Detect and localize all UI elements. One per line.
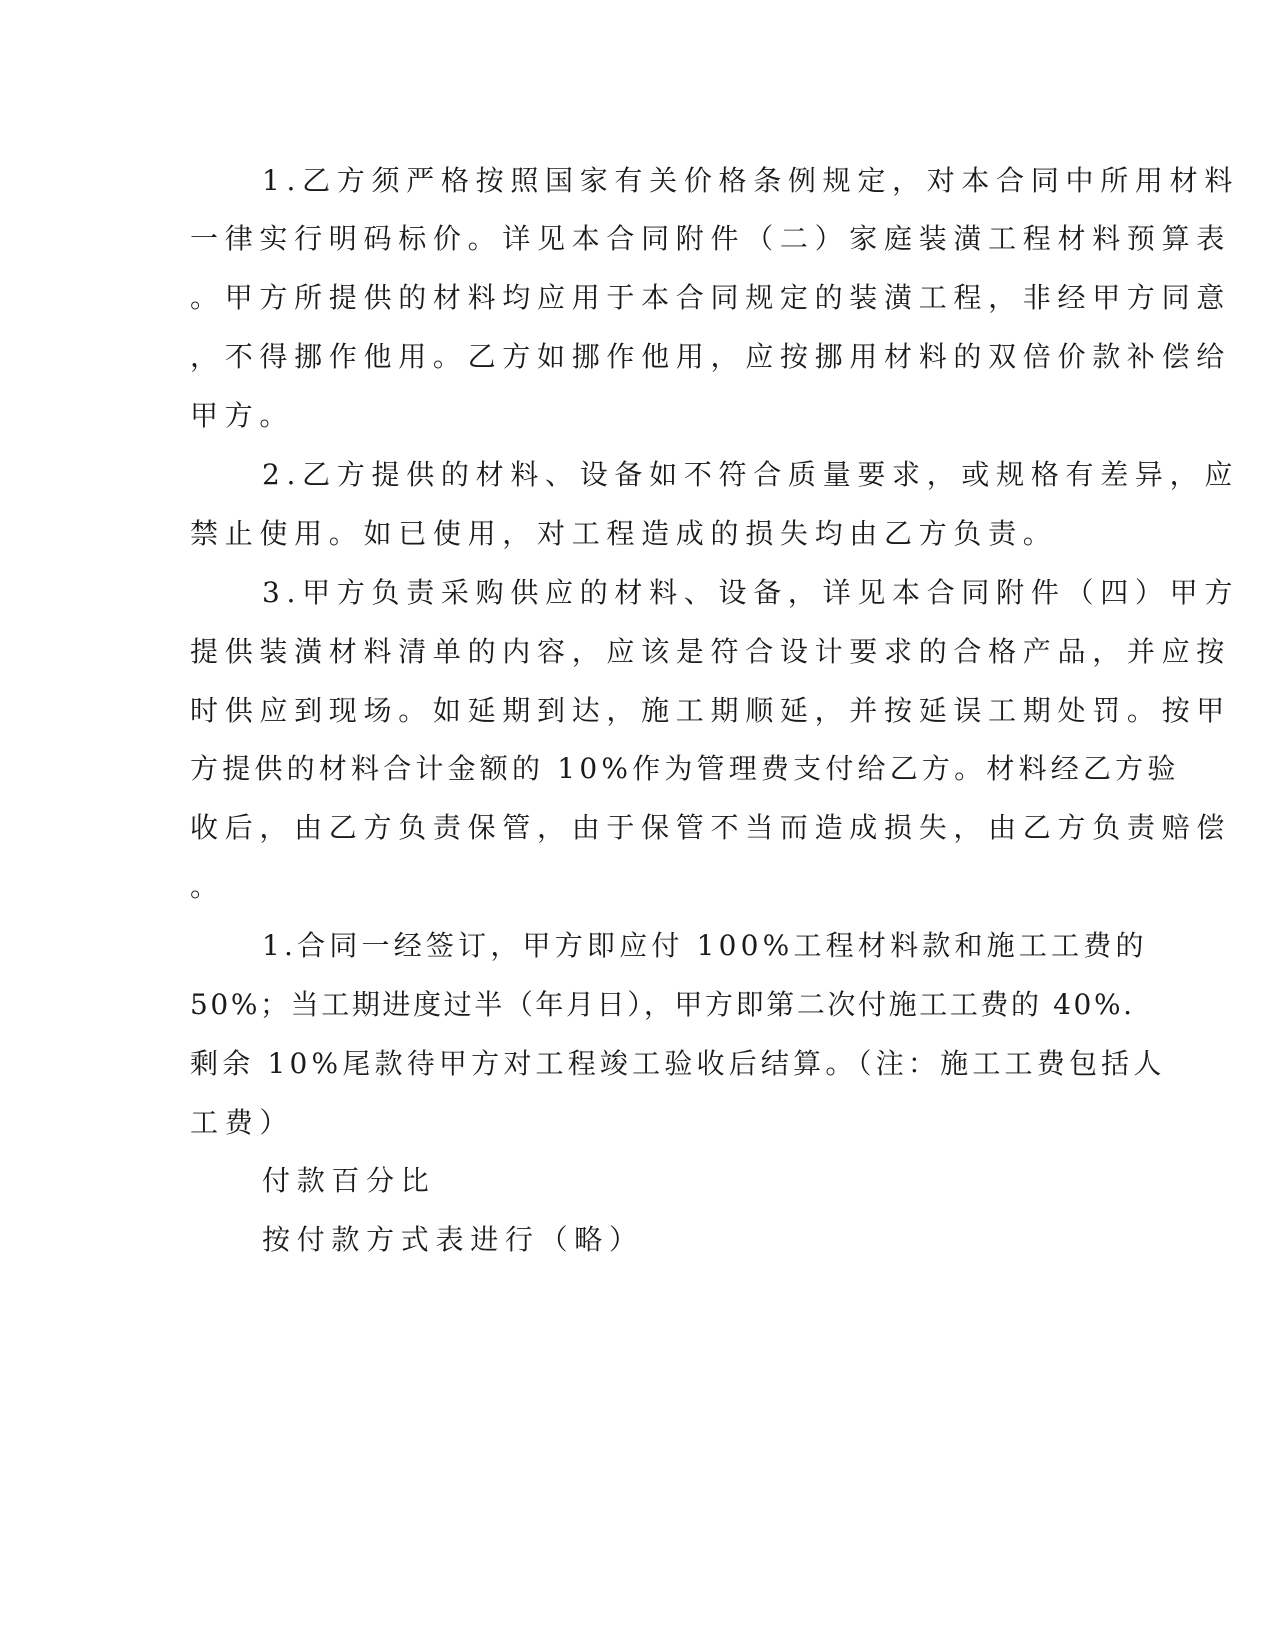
text-line: 提供装潢材料清单的内容，应该是符合设计要求的合格产品，并应按: [190, 635, 1232, 668]
text-line: 50%；当工期进度过半（年月日），甲方即第二次付施工工费的 40%.: [190, 988, 1135, 1021]
text-line: 按付款方式表进行（略）: [262, 1223, 644, 1256]
text-line: 一律实行明码标价。详见本合同附件（二）家庭装潢工程材料预算表: [190, 222, 1232, 255]
text-line: 。: [190, 870, 225, 903]
text-line: 。甲方所提供的材料均应用于本合同规定的装潢工程，非经甲方同意: [190, 281, 1232, 314]
text-line: 1.乙方须严格按照国家有关价格条例规定，对本合同中所用材料: [262, 164, 1240, 197]
text-line: 禁止使用。如已使用，对工程造成的损失均由乙方负责。: [190, 517, 1058, 550]
text-line: ，不得挪作他用。乙方如挪作他用，应按挪用材料的双倍价款补偿给: [190, 340, 1232, 373]
text-line: 时供应到现场。如延期到达，施工期顺延，并按延误工期处罚。按甲: [190, 694, 1232, 727]
text-line: 付款百分比: [262, 1164, 436, 1197]
text-line: 工费）: [190, 1106, 295, 1139]
text-line: 2.乙方提供的材料、设备如不符合质量要求，或规格有差异，应: [262, 458, 1240, 491]
text-line: 3.甲方负责采购供应的材料、设备，详见本合同附件（四）甲方: [262, 576, 1240, 609]
text-line: 剩余 10%尾款待甲方对工程竣工验收后结算。（注：施工工费包括人: [190, 1047, 1166, 1080]
text-line: 方提供的材料合计金额的 10%作为管理费支付给乙方。材料经乙方验: [190, 752, 1180, 785]
text-line: 1.合同一经签订，甲方即应付 100%工程材料款和施工工费的: [262, 929, 1148, 962]
text-line: 甲方。: [190, 399, 295, 432]
text-line: 收后，由乙方负责保管，由于保管不当而造成损失，由乙方负责赔偿: [190, 811, 1232, 844]
